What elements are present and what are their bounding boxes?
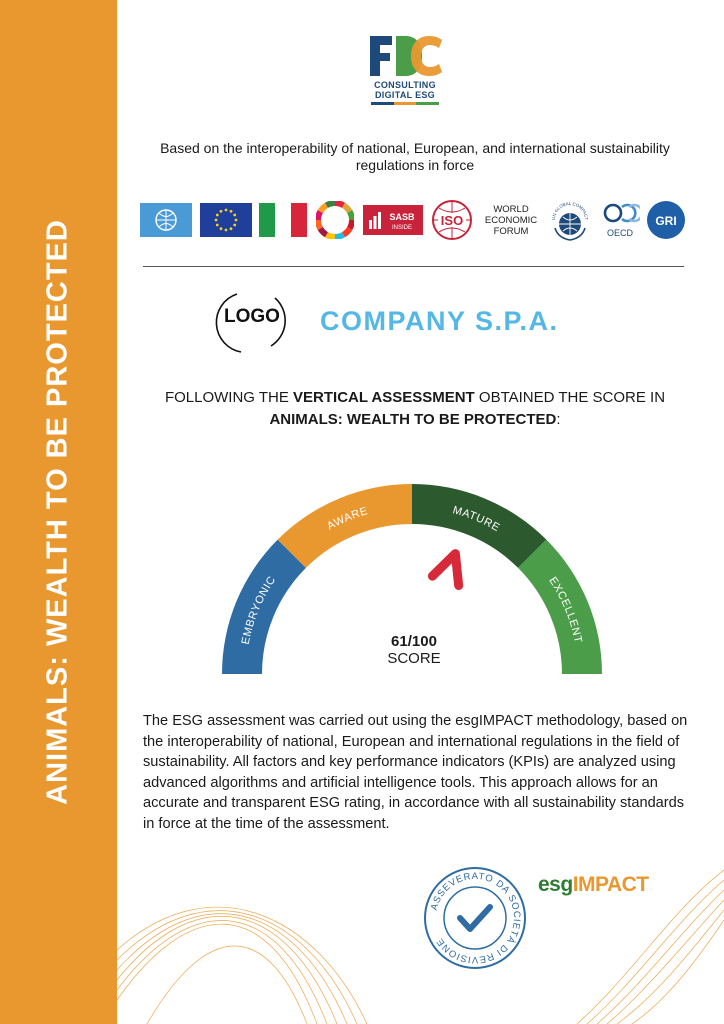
gauge-label-aware: AWARE [325, 505, 370, 533]
eu-flag-icon [200, 198, 252, 242]
un-flag-icon [140, 198, 192, 242]
iso-logo-icon [430, 198, 474, 242]
ungc-label: UN GLOBAL COMPACT [550, 200, 590, 221]
gri-label: GRI [655, 214, 677, 228]
gauge-label-mature: MATURE [451, 504, 502, 535]
assessment-text-2: OBTAINED THE SCORE IN [474, 389, 666, 406]
sidebar-band [0, 0, 117, 1024]
intro-text: Based on the interoperability of national, European, and international sustainability regulations in force [160, 140, 670, 173]
brand-line-1: CONSULTING [374, 80, 436, 90]
wef-line-2: ECONOMIC [484, 215, 538, 226]
brand-mark-icon [366, 32, 444, 80]
italy-flag-icon [259, 198, 307, 242]
company-name: COMPANY S.P.A. [320, 306, 559, 336]
iso-label: ISO [440, 213, 464, 228]
score-value: 61/100 [391, 633, 437, 650]
sasb-inside-label: INSIDE [391, 225, 413, 231]
gauge-segment-aware [278, 484, 412, 568]
sdg-wheel-icon [315, 198, 355, 242]
gauge-segment-mature [412, 484, 546, 568]
wef-logo-icon [480, 198, 542, 242]
brand-mark-letters: FDC [403, 62, 407, 63]
brand-line-2: DIGITAL ESG [375, 90, 435, 100]
vertical-title: ANIMALS: WEALTH TO BE PROTECTED [41, 219, 74, 805]
esgimpact-esg: esg [538, 873, 573, 896]
brand-logo [355, 32, 455, 105]
company-logo [213, 288, 291, 356]
oecd-label: OECD [606, 228, 634, 238]
esgimpact-impact: IMPACT [572, 873, 649, 896]
assessment-bold-2: ANIMALS: WEALTH TO BE PROTECTED [269, 411, 557, 428]
wef-line-1: WORLD [493, 204, 529, 215]
seal-text: ASSEVERATO DA SOCIETÀ DI REVISIONE [428, 870, 523, 966]
certification-seal [423, 866, 527, 970]
sasb-label: SASB [389, 212, 415, 222]
gauge-segment-embryonic [222, 540, 306, 674]
wef-line-3: FORUM [493, 226, 529, 237]
gauge-label-embryonic: EMBRYONIC [239, 574, 279, 646]
company-logo-text: LOGO [224, 306, 280, 327]
un-global-compact-icon [546, 198, 594, 242]
oecd-logo-icon [599, 198, 641, 242]
esgimpact-logo [538, 873, 649, 897]
standards-logos-row [140, 198, 688, 244]
brand-color-bar [371, 102, 439, 105]
gauge-needle [432, 554, 458, 586]
gauge-label-excellent: EXCELLENT [546, 574, 585, 645]
gauge-segment-excellent [518, 540, 602, 674]
gri-logo-icon [644, 198, 688, 242]
sasb-logo-icon [363, 198, 423, 242]
assessment-text-1: FOLLOWING THE [164, 389, 294, 406]
methodology-text: The ESG assessment was carried out using the esgIMPACT methodology, based on the interoperability of national, European and international regulations in the field of sustainability. All factors and key performance indicators (KPIs) are analyzed using advanced algorithms and artificial intelligence tools. This approach allows for an accurate and transparent ESG rating, in accordance with all sustainability standards in force at the time of the assessment. [143, 713, 688, 832]
assessment-bold-1: VERTICAL ASSESSMENT [293, 389, 475, 406]
assessment-statement [130, 387, 700, 431]
score-block [364, 633, 464, 667]
assessment-text-3: : [556, 411, 561, 428]
score-label: SCORE [387, 650, 441, 667]
divider [143, 266, 684, 267]
